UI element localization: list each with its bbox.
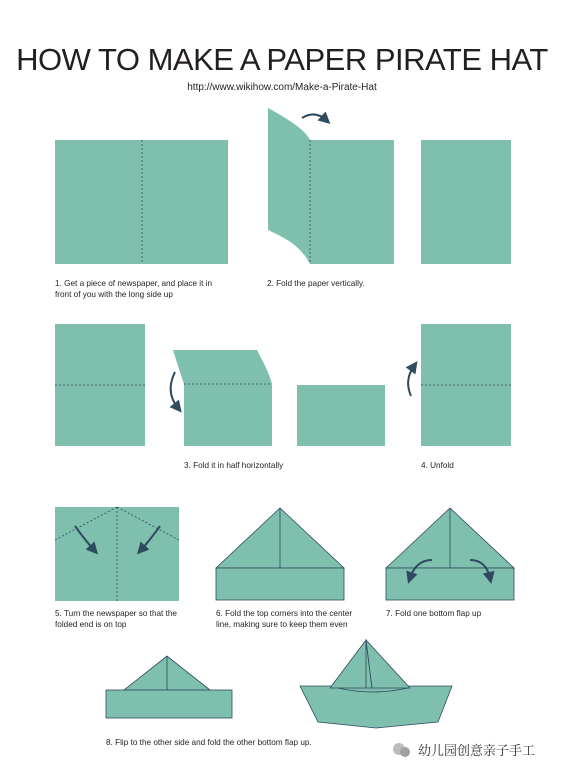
- step3-arrow: [171, 372, 178, 408]
- wechat-icon: [392, 742, 412, 758]
- step-1-caption: 1. Get a piece of newspaper, and place it in front of you with the long side up: [55, 279, 213, 299]
- step3-folding-flap: [173, 350, 272, 384]
- step2-result-paper: [421, 140, 511, 264]
- step2-paper: [310, 140, 394, 264]
- step-2-caption: 2. Fold the paper vertically.: [267, 279, 365, 288]
- step1-paper: [55, 140, 228, 264]
- step-5-caption: 5. Turn the newspaper so that the folded end is on top: [55, 609, 177, 629]
- step-6-caption: 6. Fold the top corners into the center line, making sure to keep them even: [216, 609, 353, 629]
- step-7-caption: 7. Fold one bottom flap up: [386, 609, 482, 618]
- step3-result-paper: [297, 385, 385, 446]
- step7-band: [386, 568, 514, 600]
- page-title: HOW TO MAKE A PAPER PIRATE HAT: [16, 42, 548, 77]
- step-3-caption: 3. Fold it in half horizontally: [184, 461, 284, 470]
- step3-paper: [184, 384, 272, 446]
- step-4-caption: 4. Unfold: [421, 461, 454, 470]
- source-url: http://www.wikihow.com/Make-a-Pirate-Hat: [187, 82, 377, 93]
- step2-arrow: [302, 114, 326, 120]
- boat-sail-right: [366, 640, 410, 688]
- step6-band: [216, 568, 344, 600]
- step5-paper: [55, 507, 179, 601]
- watermark: [392, 740, 535, 759]
- watermark-text: 幼儿园创意亲子手工: [418, 743, 536, 758]
- step2-folding-flap: [268, 108, 310, 264]
- step4-arrow: [408, 366, 414, 396]
- step8-band: [106, 690, 232, 718]
- step-8-caption: 8. Flip to the other side and fold the other bottom flap up.: [106, 738, 312, 747]
